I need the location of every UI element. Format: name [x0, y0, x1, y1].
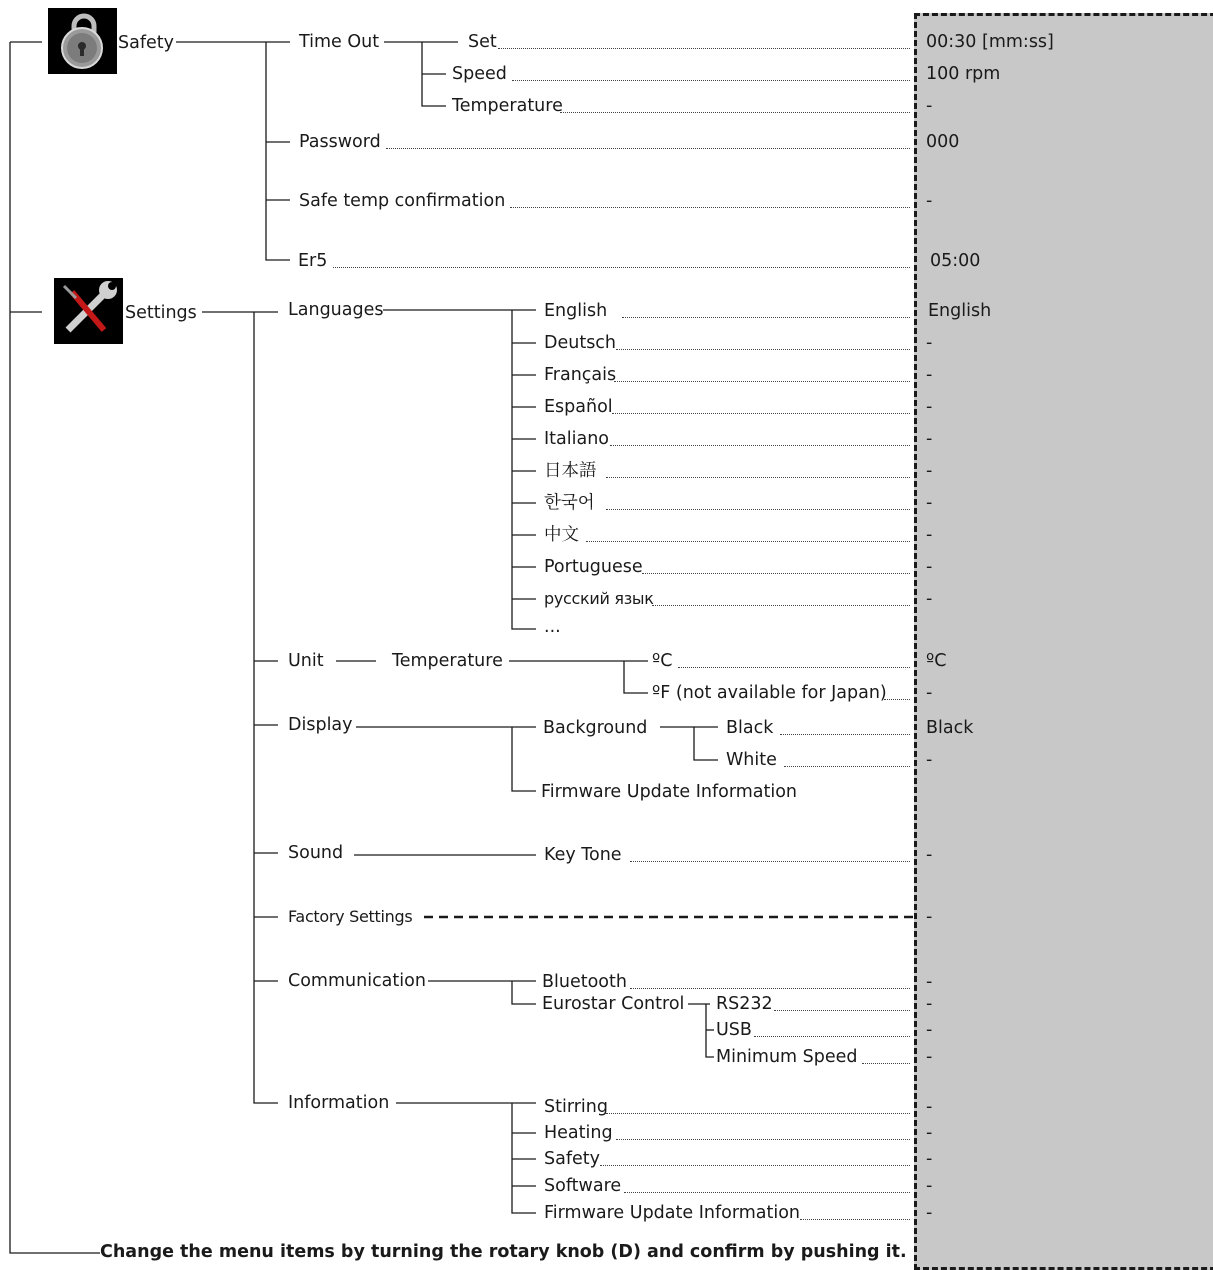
speed-label[interactable]: Speed — [452, 64, 507, 84]
white-label[interactable]: White — [726, 750, 777, 770]
time-out-label[interactable]: Time Out — [299, 32, 380, 52]
leader-dots — [862, 1063, 910, 1064]
rs232-label[interactable]: RS232 — [716, 994, 773, 1014]
language-value: - — [926, 525, 933, 545]
eurostar-label[interactable]: Eurostar Control — [542, 994, 685, 1014]
black-label[interactable]: Black — [726, 718, 774, 738]
leader-dots — [560, 112, 910, 113]
language-item[interactable]: 한국어 — [544, 493, 595, 513]
leader-dots — [642, 573, 910, 574]
language-item[interactable]: Portuguese — [544, 557, 643, 577]
leader-dots — [498, 48, 910, 49]
safe-temp-label[interactable]: Safe temp confirmation — [299, 191, 506, 211]
minimum-speed-label[interactable]: Minimum Speed — [716, 1047, 858, 1067]
information-item[interactable]: Heating — [544, 1123, 613, 1143]
language-item[interactable]: ... — [544, 617, 561, 637]
information-label[interactable]: Information — [288, 1093, 390, 1113]
language-value: - — [926, 333, 933, 353]
languages-label[interactable]: Languages — [288, 300, 384, 320]
information-value: - — [926, 1203, 933, 1223]
information-item[interactable]: Safety — [544, 1149, 600, 1169]
leader-dots — [606, 509, 910, 510]
information-value: - — [926, 1123, 933, 1143]
language-item[interactable]: Deutsch — [544, 333, 617, 353]
leader-dots — [630, 861, 910, 862]
information-value: - — [926, 1149, 933, 1169]
leader-dots — [884, 699, 910, 700]
factory-settings-value: - — [926, 907, 933, 927]
leader-dots — [784, 766, 910, 767]
minimum-speed-value: - — [926, 1047, 933, 1067]
usb-value: - — [926, 1020, 933, 1040]
leader-dots — [774, 1010, 910, 1011]
information-value: - — [926, 1097, 933, 1117]
language-value: - — [926, 461, 933, 481]
information-value: - — [926, 1176, 933, 1196]
language-item[interactable]: 中文 — [544, 525, 579, 545]
information-item[interactable]: Software — [544, 1176, 622, 1196]
language-value: - — [926, 589, 933, 609]
safety-label[interactable]: Safety — [118, 33, 174, 53]
leader-dots — [586, 541, 910, 542]
language-value: - — [926, 429, 933, 449]
leader-dots — [512, 80, 910, 81]
safe-temp-value: - — [926, 191, 933, 211]
background-label[interactable]: Background — [543, 718, 648, 738]
leader-dots — [800, 1219, 910, 1220]
language-item[interactable]: русский язык — [544, 589, 654, 608]
fahrenheit-label[interactable]: ºF (not available for Japan) — [652, 683, 887, 703]
password-value: 000 — [926, 132, 960, 152]
leader-dots — [652, 605, 910, 606]
rs232-value: - — [926, 994, 933, 1014]
language-item[interactable]: Italiano — [544, 429, 609, 449]
sound-label[interactable]: Sound — [288, 843, 344, 863]
key-tone-label[interactable]: Key Tone — [544, 845, 622, 865]
leader-dots — [630, 988, 910, 989]
information-item[interactable]: Firmware Update Information — [544, 1203, 801, 1223]
leader-dots — [624, 1192, 910, 1193]
language-value: English — [928, 301, 992, 321]
set-value: 00:30 [mm:ss] — [926, 32, 1054, 52]
leader-dots — [606, 477, 910, 478]
language-value: - — [926, 493, 933, 513]
leader-dots — [780, 734, 910, 735]
display-label[interactable]: Display — [288, 715, 353, 735]
leader-dots — [754, 1036, 910, 1037]
language-item[interactable]: Français — [544, 365, 617, 385]
leader-dots — [612, 413, 910, 414]
leader-dots — [678, 667, 910, 668]
leader-dots — [600, 1165, 910, 1166]
temperature-value: - — [926, 96, 933, 116]
leader-dots — [510, 207, 910, 208]
temperature-label[interactable]: Temperature — [452, 96, 563, 116]
set-label[interactable]: Set — [468, 32, 497, 52]
bluetooth-label[interactable]: Bluetooth — [542, 972, 627, 992]
leader-dots — [616, 1139, 910, 1140]
language-item[interactable]: English — [544, 301, 608, 321]
leader-dots — [386, 148, 910, 149]
factory-settings-label[interactable]: Factory Settings — [288, 907, 413, 926]
padlock-icon — [48, 8, 117, 74]
display-firmware-label[interactable]: Firmware Update Information — [541, 782, 798, 802]
white-value: - — [926, 750, 933, 770]
password-label[interactable]: Password — [299, 132, 381, 152]
language-value: - — [926, 397, 933, 417]
er5-value: 05:00 — [930, 251, 981, 271]
usb-label[interactable]: USB — [716, 1020, 752, 1040]
language-item[interactable]: Español — [544, 397, 613, 417]
leader-dots — [606, 1113, 910, 1114]
language-item[interactable]: 日本語 — [544, 461, 597, 481]
language-value: - — [926, 365, 933, 385]
information-item[interactable]: Stirring — [544, 1097, 608, 1117]
leader-dots — [333, 267, 910, 268]
leader-dots — [614, 381, 910, 382]
bluetooth-value: - — [926, 972, 933, 992]
unit-temperature-label[interactable]: Temperature — [392, 651, 503, 671]
language-value: - — [926, 557, 933, 577]
celsius-label[interactable]: ºC — [652, 651, 673, 671]
speed-value: 100 rpm — [926, 64, 1001, 84]
er5-label[interactable]: Er5 — [298, 251, 328, 271]
tools-icon — [54, 278, 123, 344]
key-tone-value: - — [926, 845, 933, 865]
footer-instruction: Change the menu items by turning the rotary knob (D) and confirm by pushing it. — [100, 1242, 907, 1262]
leader-dots — [616, 349, 910, 350]
black-value: Black — [926, 718, 974, 738]
fahrenheit-value: - — [926, 683, 933, 703]
unit-label[interactable]: Unit — [288, 651, 324, 671]
celsius-value: ºC — [926, 651, 947, 671]
settings-label[interactable]: Settings — [125, 303, 197, 323]
leader-dots — [622, 317, 910, 318]
leader-dots — [610, 445, 910, 446]
communication-label[interactable]: Communication — [288, 971, 426, 991]
